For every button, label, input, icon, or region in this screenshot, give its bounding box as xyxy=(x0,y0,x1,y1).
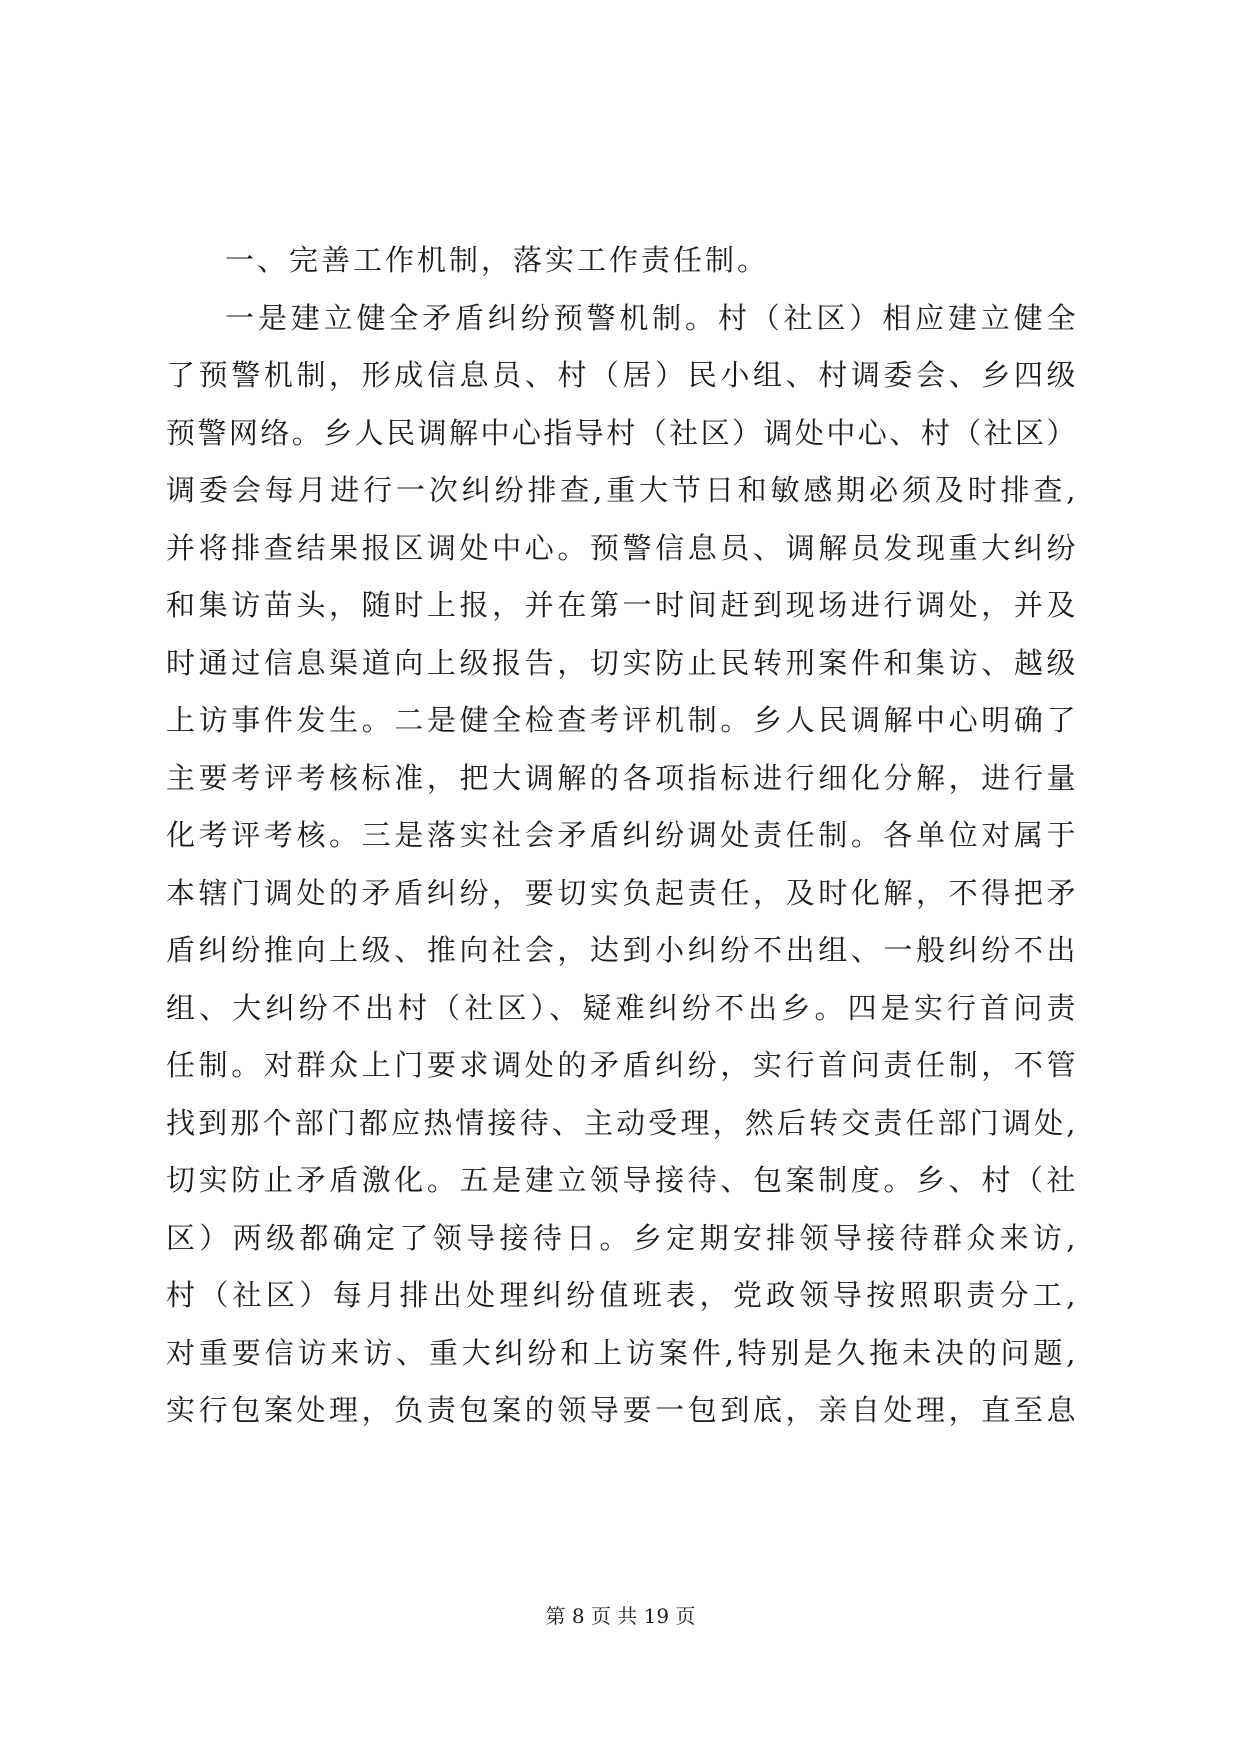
paragraph-line: 一是建立健全矛盾纠纷预警机制。村（社区）相应建立健全 xyxy=(225,300,1076,335)
paragraph-line: 预警网络。乡人民调解中心指导村（社区）调处中心、村（社区） xyxy=(166,415,1076,450)
paragraph-line: 实行包案处理，负责包案的领导要一包到底，亲自处理，直至息 xyxy=(166,1393,1076,1427)
paragraph-line: 了预警机制，形成信息员、村（居）民小组、村调委会、乡四级 xyxy=(166,358,1076,392)
paragraph-line: 化考评考核。三是落实社会矛盾纠纷调处责任制。各单位对属于 xyxy=(166,818,1076,852)
paragraph-line: 并将排查结果报区调处中心。预警信息员、调解员发现重大纠纷 xyxy=(166,530,1076,565)
paragraph-line: 切实防止矛盾激化。五是建立领导接待、包案制度。乡、村（社 xyxy=(166,1163,1076,1197)
paragraph-line: 对重要信访来访、重大纠纷和上访案件,特别是久拖未决的问题, xyxy=(166,1335,1076,1370)
paragraph-line: 找到那个部门都应热情接待、主动受理，然后转交责任部门调处, xyxy=(166,1105,1076,1140)
paragraph-line: 区）两级都确定了领导接待日。乡定期安排领导接待群众来访, xyxy=(166,1220,1076,1255)
paragraph-line: 组、大纠纷不出村（社区）、疑难纠纷不出乡。四是实行首问责 xyxy=(166,990,1076,1025)
paragraph-line: 调委会每月进行一次纠纷排查,重大节日和敏感期必须及时排查, xyxy=(166,473,1076,507)
section-heading: 一、完善工作机制，落实工作责任制。 xyxy=(225,243,770,277)
paragraph-line: 和集访苗头，随时上报，并在第一时间赶到现场进行调处，并及 xyxy=(166,588,1076,622)
document-body xyxy=(166,232,1076,1440)
paragraph-line: 主要考评考核标准，把大调解的各项指标进行细化分解，进行量 xyxy=(166,760,1076,795)
paragraph-line: 村（社区）每月排出处理纠纷值班表，党政领导按照职责分工, xyxy=(166,1278,1076,1312)
paragraph-line: 时通过信息渠道向上级报告，切实防止民转刑案件和集访、越级 xyxy=(166,645,1076,680)
page-number-footer: 第 8 页 共 19 页 xyxy=(545,1604,696,1628)
paragraph-line: 本辖门调处的矛盾纠纷，要切实负起责任，及时化解，不得把矛 xyxy=(166,875,1076,910)
paragraph-line: 任制。对群众上门要求调处的矛盾纠纷，实行首问责任制，不管 xyxy=(166,1048,1076,1082)
paragraph-line: 上访事件发生。二是健全检查考评机制。乡人民调解中心明确了 xyxy=(166,703,1076,737)
paragraph-line: 盾纠纷推向上级、推向社会，达到小纠纷不出组、一般纠纷不出 xyxy=(166,933,1076,967)
